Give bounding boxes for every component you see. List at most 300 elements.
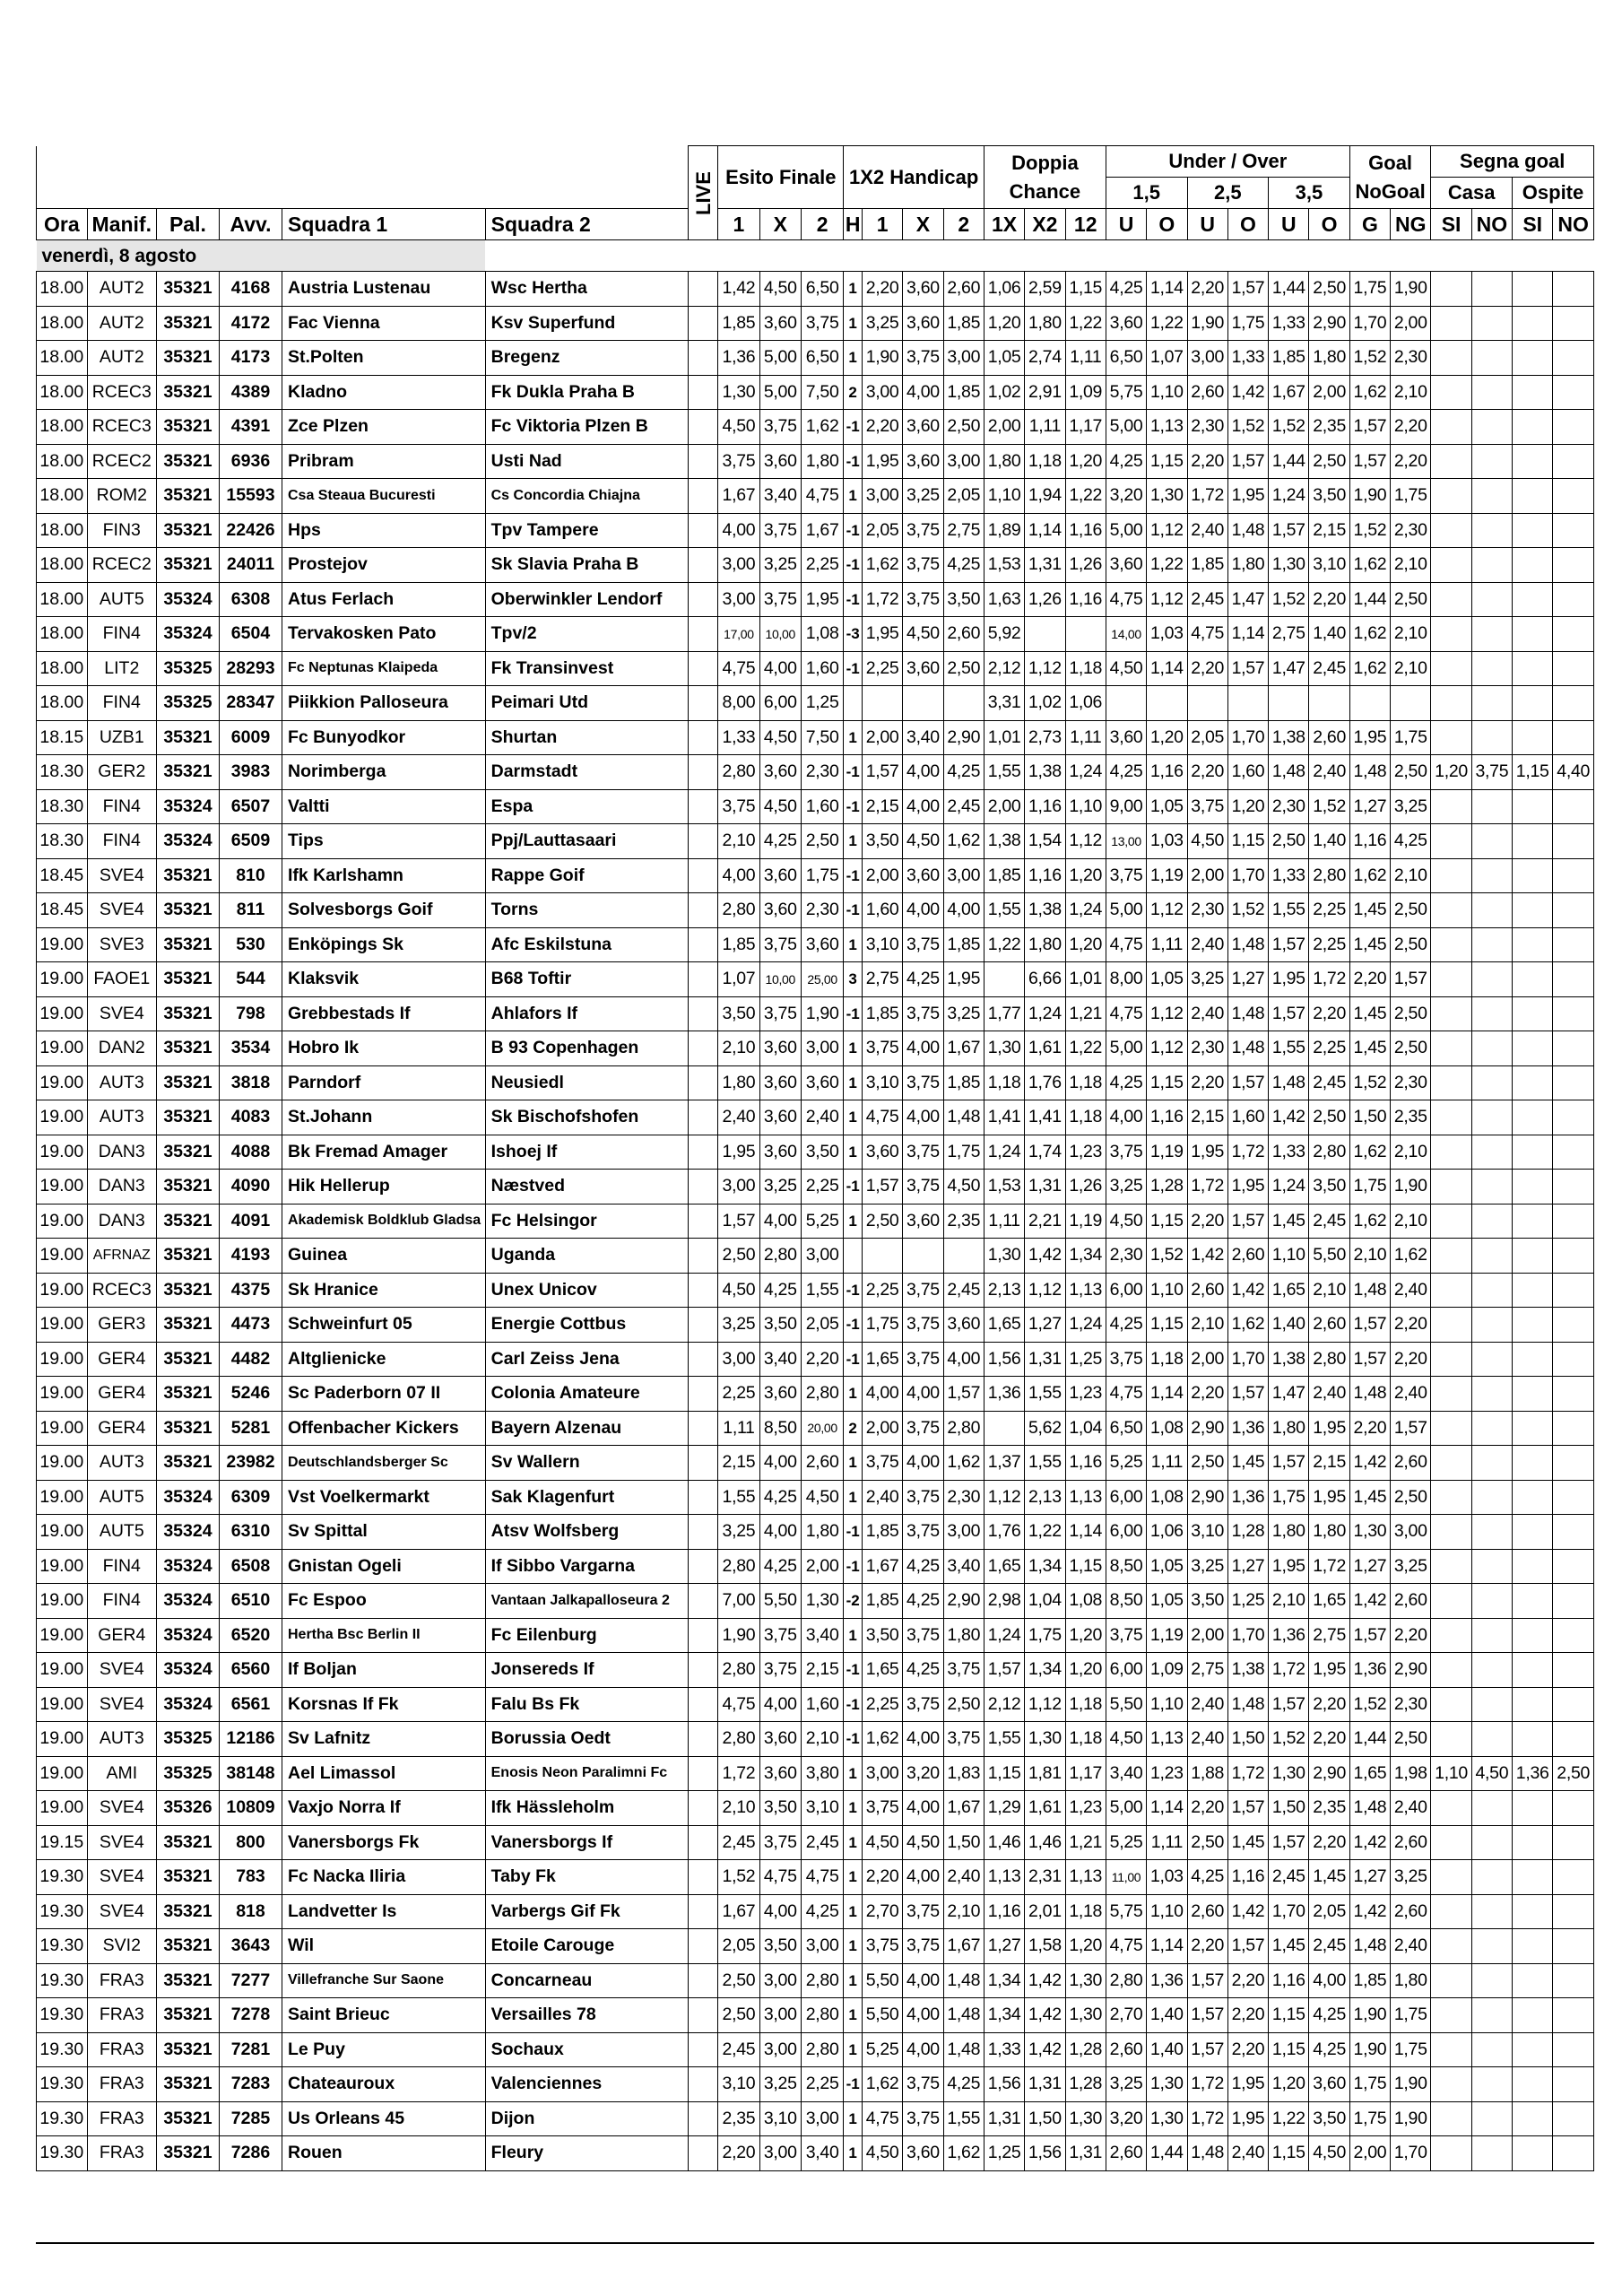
odds-cell xyxy=(862,686,902,721)
odds-cell: 2,40 xyxy=(1187,996,1227,1031)
odds-cell xyxy=(1431,272,1471,307)
odds-cell xyxy=(1431,306,1471,341)
odds-cell: 2,20 xyxy=(1309,582,1349,617)
odds-cell: 2,50 xyxy=(1391,755,1431,790)
odds-cell: 1,67 xyxy=(943,1791,984,1826)
away-team-cell: Næstved xyxy=(485,1170,689,1205)
odds-cell xyxy=(1431,1584,1471,1619)
odds-cell: 1,14 xyxy=(1227,617,1268,652)
odds-cell: 4,00 xyxy=(1309,1963,1349,1998)
time-cell: 18.00 xyxy=(37,617,88,652)
odds-cell: 4,75 xyxy=(862,1100,902,1135)
table-row xyxy=(37,1135,1594,1170)
odds-cell: 1,48 xyxy=(1349,1929,1390,1964)
odds-cell: 1,24 xyxy=(1269,1170,1309,1205)
odds-cell: 14,00 xyxy=(1106,617,1146,652)
odds-cell xyxy=(1513,1894,1553,1929)
odds-cell: 2,30 xyxy=(1391,513,1431,548)
time-cell: 18.00 xyxy=(37,341,88,376)
odds-cell: 1,28 xyxy=(1147,1170,1187,1205)
table-row xyxy=(37,272,1594,307)
odds-cell: 1,52 xyxy=(1227,410,1268,445)
odds-cell: 2,30 xyxy=(943,1480,984,1515)
live-cell xyxy=(689,1204,718,1239)
odds-cell: 2,40 xyxy=(862,1480,902,1515)
odds-cell: 1,05 xyxy=(1147,789,1187,824)
odds-cell xyxy=(1431,2136,1471,2171)
odds-cell: 3,60 xyxy=(943,1308,984,1343)
odds-cell: 1,50 xyxy=(1269,1791,1309,1826)
column-header-24: SI xyxy=(1431,209,1471,240)
odds-cell: 1,45 xyxy=(1309,1860,1349,1895)
odds-cell: 1,95 xyxy=(1309,1480,1349,1515)
away-team-cell: Ifk Hässleholm xyxy=(485,1791,689,1826)
odds-cell: 2,50 xyxy=(718,1998,759,2033)
odds-cell: 2,10 xyxy=(1391,651,1431,686)
odds-cell: 1,75 xyxy=(1391,720,1431,755)
odds-cell: 3,00 xyxy=(718,548,759,583)
odds-cell: 1,24 xyxy=(1065,893,1106,928)
odds-cell: 2,20 xyxy=(1227,1963,1268,1998)
odds-cell: 6,00 xyxy=(1106,1653,1146,1688)
avv-cell: 544 xyxy=(219,962,282,997)
odds-cell: 8,00 xyxy=(718,686,759,721)
league-cell: SVE3 xyxy=(87,927,156,962)
odds-cell: 1,12 xyxy=(1025,1273,1065,1308)
odds-cell: 2,20 xyxy=(1227,1998,1268,2033)
odds-cell xyxy=(1471,789,1512,824)
odds-cell: 1,85 xyxy=(1269,341,1309,376)
palinsesto-cell: 35321 xyxy=(156,1860,219,1895)
palinsesto-cell: 35321 xyxy=(156,1239,219,1274)
odds-cell xyxy=(1349,686,1390,721)
table-row xyxy=(37,1411,1594,1446)
odds-cell: 1,54 xyxy=(1025,824,1065,859)
odds-cell xyxy=(1065,617,1106,652)
odds-cell: 2,20 xyxy=(1187,272,1227,307)
league-cell: AUT5 xyxy=(87,1515,156,1550)
bottom-rule xyxy=(36,2242,1594,2244)
odds-cell: 2,90 xyxy=(1309,1756,1349,1791)
odds-cell: 2,45 xyxy=(1187,582,1227,617)
odds-cell: 3,60 xyxy=(759,1756,801,1791)
odds-cell: 1,20 xyxy=(1431,755,1471,790)
odds-cell: 2,70 xyxy=(1106,1998,1146,2033)
day-row xyxy=(37,240,1594,272)
odds-cell xyxy=(1513,962,1553,997)
odds-cell: 2,05 xyxy=(1309,1894,1349,1929)
odds-cell: 7,50 xyxy=(801,375,843,410)
handicap-cell: -1 xyxy=(844,789,863,824)
home-team-cell: Atus Ferlach xyxy=(282,582,486,617)
avv-cell: 22426 xyxy=(219,513,282,548)
odds-cell: 2,50 xyxy=(1187,1446,1227,1481)
odds-cell xyxy=(1553,479,1594,514)
odds-cell: 1,26 xyxy=(1065,548,1106,583)
odds-cell: 1,55 xyxy=(984,893,1024,928)
palinsesto-cell: 35321 xyxy=(156,2067,219,2102)
live-cell xyxy=(689,1170,718,1205)
league-cell: GER4 xyxy=(87,1618,156,1653)
table-row xyxy=(37,1653,1594,1688)
away-team-cell: Fc Eilenburg xyxy=(485,1618,689,1653)
odds-cell: 2,50 xyxy=(943,410,984,445)
odds-cell: 2,90 xyxy=(1391,1653,1431,1688)
odds-cell: 1,50 xyxy=(943,1825,984,1860)
avv-cell: 6507 xyxy=(219,789,282,824)
odds-cell: 1,48 xyxy=(1187,2136,1227,2171)
odds-cell xyxy=(1553,824,1594,859)
odds-cell: 1,15 xyxy=(1269,2136,1309,2171)
odds-cell: 1,15 xyxy=(1147,444,1187,479)
table-row xyxy=(37,1031,1594,1066)
live-cell xyxy=(689,1722,718,1757)
column-header-23: NG xyxy=(1391,209,1431,240)
avv-cell: 7285 xyxy=(219,2101,282,2136)
odds-cell: 5,00 xyxy=(1106,410,1146,445)
odds-cell xyxy=(1513,1998,1553,2033)
league-cell: AUT2 xyxy=(87,272,156,307)
palinsesto-cell: 35321 xyxy=(156,548,219,583)
odds-cell xyxy=(1553,1791,1594,1826)
odds-cell: 1,30 xyxy=(1025,1722,1065,1757)
odds-cell: 3,25 xyxy=(862,306,902,341)
odds-cell: 1,45 xyxy=(1349,996,1390,1031)
handicap-cell: -1 xyxy=(844,1273,863,1308)
odds-cell xyxy=(1553,1308,1594,1343)
live-cell xyxy=(689,1963,718,1998)
odds-cell: 2,25 xyxy=(862,1687,902,1722)
odds-cell xyxy=(1513,1308,1553,1343)
odds-cell: 3,60 xyxy=(1106,548,1146,583)
odds-cell: 2,10 xyxy=(718,1031,759,1066)
odds-cell: 1,65 xyxy=(1309,1584,1349,1619)
palinsesto-cell: 35321 xyxy=(156,1377,219,1412)
odds-cell: 3,00 xyxy=(1391,1515,1431,1550)
palinsesto-cell: 35321 xyxy=(156,1308,219,1343)
table-row xyxy=(37,1722,1594,1757)
odds-cell: 1,42 xyxy=(1349,1584,1390,1619)
odds-cell: 1,57 xyxy=(1187,1963,1227,1998)
league-cell: DAN3 xyxy=(87,1135,156,1170)
away-team-cell: Enosis Neon Paralimni Fc xyxy=(485,1756,689,1791)
odds-cell xyxy=(1553,1894,1594,1929)
league-cell: FIN4 xyxy=(87,1549,156,1584)
time-cell: 18.00 xyxy=(37,479,88,514)
odds-cell: 1,47 xyxy=(1227,582,1268,617)
odds-cell: 2,20 xyxy=(1187,1929,1227,1964)
odds-cell: 1,45 xyxy=(1269,1204,1309,1239)
odds-cell: 1,17 xyxy=(1065,410,1106,445)
odds-cell: 4,25 xyxy=(1309,1998,1349,2033)
odds-cell: 1,30 xyxy=(718,375,759,410)
odds-cell xyxy=(1513,617,1553,652)
table-row xyxy=(37,824,1594,859)
odds-cell: 1,57 xyxy=(984,1653,1024,1688)
odds-cell: 3,10 xyxy=(718,2067,759,2102)
palinsesto-cell: 35321 xyxy=(156,444,219,479)
odds-cell: 1,31 xyxy=(984,2101,1024,2136)
league-cell: FIN3 xyxy=(87,513,156,548)
live-cell xyxy=(689,1031,718,1066)
odds-cell xyxy=(1553,1411,1594,1446)
odds-cell: 1,85 xyxy=(718,927,759,962)
odds-cell xyxy=(1513,375,1553,410)
odds-cell: 1,80 xyxy=(718,1065,759,1100)
odds-cell xyxy=(1431,1963,1471,1998)
odds-cell: 4,50 xyxy=(943,1170,984,1205)
odds-cell: 1,12 xyxy=(1147,582,1187,617)
odds-cell: 1,14 xyxy=(1147,1791,1187,1826)
odds-cell: 2,60 xyxy=(1187,1894,1227,1929)
odds-cell: 1,11 xyxy=(1065,341,1106,376)
odds-cell xyxy=(1471,444,1512,479)
table-row xyxy=(37,1963,1594,1998)
odds-cell: 5,00 xyxy=(1106,513,1146,548)
uo-35-header: 3,5 xyxy=(1269,178,1350,209)
odds-cell: 3,75 xyxy=(903,2101,943,2136)
odds-cell: 1,48 xyxy=(1227,927,1268,962)
time-cell: 18.00 xyxy=(37,444,88,479)
away-team-cell: Sochaux xyxy=(485,2032,689,2067)
odds-cell: 1,52 xyxy=(1309,789,1349,824)
avv-cell: 6510 xyxy=(219,1584,282,1619)
table-row xyxy=(37,1929,1594,1964)
odds-cell: 1,90 xyxy=(1349,2032,1390,2067)
odds-cell: 1,48 xyxy=(1349,1791,1390,1826)
odds-cell: 1,75 xyxy=(1227,306,1268,341)
odds-cell: 4,00 xyxy=(903,1100,943,1135)
odds-cell: 1,90 xyxy=(1391,1170,1431,1205)
odds-cell: 4,00 xyxy=(903,1791,943,1826)
home-team-cell: St.Polten xyxy=(282,341,486,376)
odds-cell: 2,60 xyxy=(943,617,984,652)
live-cell xyxy=(689,410,718,445)
odds-cell: 1,72 xyxy=(1227,1135,1268,1170)
odds-cell: 1,27 xyxy=(1025,1308,1065,1343)
odds-cell: 3,40 xyxy=(759,479,801,514)
live-cell xyxy=(689,1515,718,1550)
odds-cell xyxy=(1471,1480,1512,1515)
handicap-cell: 1 xyxy=(844,927,863,962)
odds-cell: 2,00 xyxy=(801,1549,843,1584)
odds-cell: 1,57 xyxy=(1349,1342,1390,1377)
odds-cell: 1,48 xyxy=(1227,513,1268,548)
odds-cell xyxy=(1513,2101,1553,2136)
odds-cell: 1,85 xyxy=(943,927,984,962)
table-body xyxy=(37,240,1594,2171)
odds-cell xyxy=(1553,306,1594,341)
odds-cell: 1,42 xyxy=(1349,1446,1390,1481)
odds-cell: 3,00 xyxy=(759,2032,801,2067)
table-row xyxy=(37,962,1594,997)
day-row-fill xyxy=(485,240,1553,272)
odds-cell: 3,75 xyxy=(943,1653,984,1688)
odds-cell: 2,20 xyxy=(801,1342,843,1377)
odds-cell xyxy=(1513,513,1553,548)
odds-cell xyxy=(1471,1273,1512,1308)
odds-cell: 2,20 xyxy=(862,272,902,307)
home-team-cell: Hps xyxy=(282,513,486,548)
odds-cell xyxy=(1553,1065,1594,1100)
odds-cell: 3,60 xyxy=(903,651,943,686)
odds-cell xyxy=(1513,1480,1553,1515)
odds-cell: 1,48 xyxy=(1227,1687,1268,1722)
odds-cell xyxy=(1471,1860,1512,1895)
odds-cell: 6,50 xyxy=(1106,1411,1146,1446)
live-cell xyxy=(689,1894,718,1929)
odds-cell: 2,05 xyxy=(718,1929,759,1964)
handicap-cell: 1 xyxy=(844,1998,863,2033)
odds-cell: 3,50 xyxy=(801,1135,843,1170)
league-cell: SVE4 xyxy=(87,858,156,893)
odds-cell: 1,36 xyxy=(1227,1480,1268,1515)
odds-cell: 1,52 xyxy=(1269,410,1309,445)
odds-cell: 1,26 xyxy=(1025,582,1065,617)
odds-cell: 1,30 xyxy=(1065,2101,1106,2136)
handicap-cell: -1 xyxy=(844,1308,863,1343)
odds-cell xyxy=(1471,582,1512,617)
odds-cell: 1,75 xyxy=(801,858,843,893)
odds-cell: 1,53 xyxy=(984,548,1024,583)
odds-cell: 3,00 xyxy=(718,1342,759,1377)
league-cell: AUT3 xyxy=(87,1065,156,1100)
odds-cell: 2,30 xyxy=(1269,789,1309,824)
column-header-17: O xyxy=(1147,209,1187,240)
odds-cell: 4,00 xyxy=(943,893,984,928)
table-row xyxy=(37,1756,1594,1791)
odds-cell: 3,60 xyxy=(759,755,801,790)
odds-cell: 5,75 xyxy=(1106,1894,1146,1929)
league-cell: AUT5 xyxy=(87,582,156,617)
away-team-cell: Ksv Superfund xyxy=(485,306,689,341)
odds-cell: 1,48 xyxy=(1349,1273,1390,1308)
odds-cell xyxy=(1513,410,1553,445)
uo-15-header: 1,5 xyxy=(1106,178,1187,209)
odds-cell: 1,15 xyxy=(1147,1065,1187,1100)
odds-cell: 2,50 xyxy=(1309,272,1349,307)
odds-cell: 1,18 xyxy=(1065,651,1106,686)
odds-cell xyxy=(1471,1170,1512,1205)
odds-cell: 1,26 xyxy=(1065,1170,1106,1205)
avv-cell: 23982 xyxy=(219,1446,282,1481)
table-row xyxy=(37,1515,1594,1550)
odds-cell xyxy=(1471,2101,1512,2136)
palinsesto-cell: 35321 xyxy=(156,272,219,307)
odds-cell: 4,00 xyxy=(903,1963,943,1998)
odds-cell: 1,44 xyxy=(1269,444,1309,479)
odds-cell: 3,50 xyxy=(862,824,902,859)
odds-cell: 1,38 xyxy=(984,824,1024,859)
odds-cell xyxy=(1513,548,1553,583)
odds-cell xyxy=(1471,1825,1512,1860)
live-cell xyxy=(689,893,718,928)
odds-cell: 8,50 xyxy=(1106,1584,1146,1619)
odds-cell: 3,75 xyxy=(903,1273,943,1308)
palinsesto-cell: 35325 xyxy=(156,1756,219,1791)
odds-cell: 3,40 xyxy=(801,2136,843,2171)
table-row xyxy=(37,720,1594,755)
away-team-cell: Fk Dukla Praha B xyxy=(485,375,689,410)
odds-cell: 1,57 xyxy=(718,1204,759,1239)
palinsesto-cell: 35324 xyxy=(156,582,219,617)
odds-cell: 4,25 xyxy=(1106,1308,1146,1343)
odds-cell: 4,25 xyxy=(759,1273,801,1308)
odds-cell: 1,95 xyxy=(1187,1135,1227,1170)
odds-cell: 1,19 xyxy=(1147,1618,1187,1653)
time-cell: 19.00 xyxy=(37,1100,88,1135)
avv-cell: 6520 xyxy=(219,1618,282,1653)
odds-cell: 3,25 xyxy=(759,548,801,583)
odds-cell xyxy=(1431,1480,1471,1515)
avv-cell: 24011 xyxy=(219,548,282,583)
home-team-cell: Bk Fremad Amager xyxy=(282,1135,486,1170)
time-cell: 19.30 xyxy=(37,1894,88,1929)
odds-cell: 1,80 xyxy=(1309,1515,1349,1550)
odds-cell: 1,10 xyxy=(1147,1687,1187,1722)
odds-cell: 1,48 xyxy=(1227,996,1268,1031)
home-team-cell: Schweinfurt 05 xyxy=(282,1308,486,1343)
odds-cell: 2,10 xyxy=(1187,1308,1227,1343)
odds-cell: 2,60 xyxy=(1391,1825,1431,1860)
handicap-cell: 2 xyxy=(844,375,863,410)
table-row xyxy=(37,755,1594,790)
live-cell xyxy=(689,720,718,755)
odds-cell xyxy=(1471,1100,1512,1135)
league-cell: AUT2 xyxy=(87,341,156,376)
odds-cell: 1,80 xyxy=(801,1515,843,1550)
palinsesto-cell: 35321 xyxy=(156,962,219,997)
odds-cell: 4,25 xyxy=(903,1584,943,1619)
odds-cell: 1,14 xyxy=(1025,513,1065,548)
live-cell xyxy=(689,1584,718,1619)
odds-cell: 1,24 xyxy=(1269,479,1309,514)
odds-cell: 1,15 xyxy=(1147,1308,1187,1343)
odds-cell: 1,57 xyxy=(1227,1929,1268,1964)
handicap-cell: -1 xyxy=(844,651,863,686)
palinsesto-cell: 35321 xyxy=(156,2101,219,2136)
column-header-12: 2 xyxy=(943,209,984,240)
odds-cell: 1,95 xyxy=(1269,962,1309,997)
odds-cell: 1,30 xyxy=(1147,2067,1187,2102)
handicap-cell: 1 xyxy=(844,1791,863,1826)
odds-cell: 3,25 xyxy=(1391,789,1431,824)
odds-cell: 4,50 xyxy=(903,1825,943,1860)
league-cell: DAN2 xyxy=(87,1031,156,1066)
palinsesto-cell: 35321 xyxy=(156,513,219,548)
odds-cell: 1,52 xyxy=(1349,1687,1390,1722)
odds-cell: 1,67 xyxy=(801,513,843,548)
odds-cell: 1,62 xyxy=(1349,651,1390,686)
column-header-18: U xyxy=(1187,209,1227,240)
palinsesto-cell: 35321 xyxy=(156,1170,219,1205)
odds-cell: 2,10 xyxy=(801,1722,843,1757)
time-cell: 19.00 xyxy=(37,1653,88,1688)
odds-cell: 2,80 xyxy=(1309,1342,1349,1377)
odds-cell: 1,67 xyxy=(718,1894,759,1929)
odds-cell: 2,80 xyxy=(718,755,759,790)
odds-cell: 1,24 xyxy=(1065,1308,1106,1343)
time-cell: 19.00 xyxy=(37,1031,88,1066)
odds-cell: 2,20 xyxy=(1227,2032,1268,2067)
away-team-cell: Tpv Tampere xyxy=(485,513,689,548)
odds-cell: 1,42 xyxy=(1025,1998,1065,2033)
odds-cell: 1,27 xyxy=(1349,1860,1390,1895)
odds-cell: 2,60 xyxy=(1309,720,1349,755)
league-cell: AFRNAZ xyxy=(87,1239,156,1274)
odds-cell xyxy=(1553,1549,1594,1584)
odds-cell: 1,29 xyxy=(984,1791,1024,1826)
